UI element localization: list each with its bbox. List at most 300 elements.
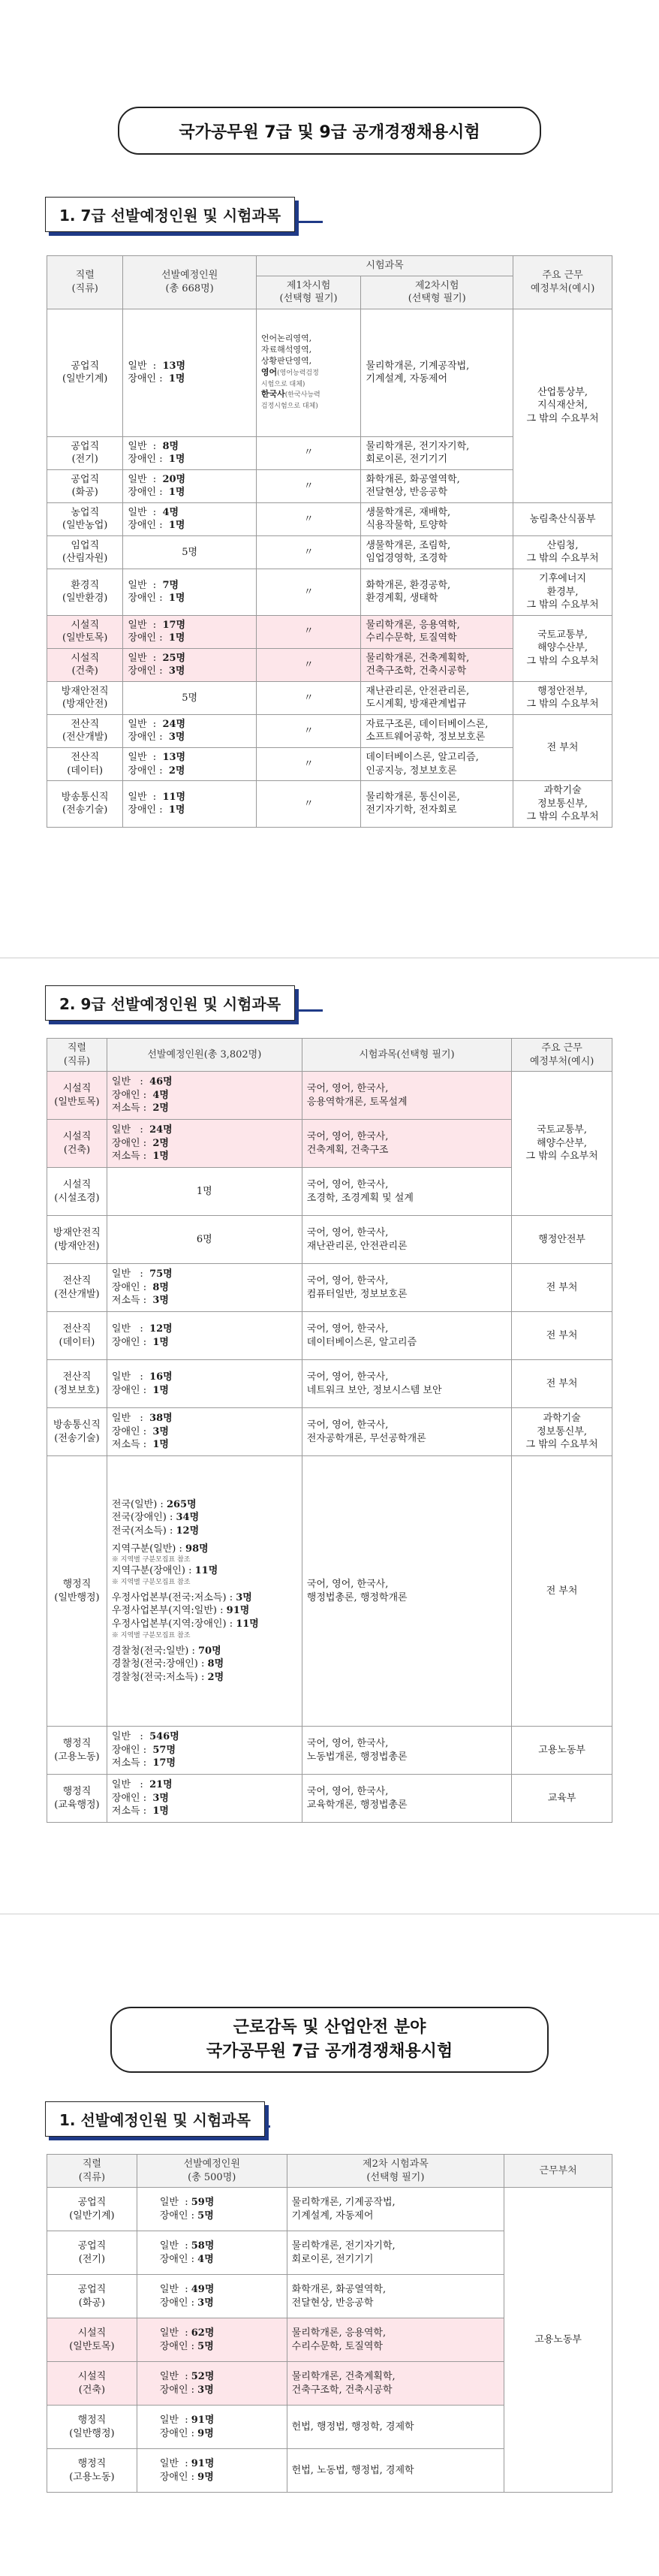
header-text: (선택형 필기) [366,2171,425,2183]
count-value: 75명 [149,1268,173,1280]
dept-cell [513,681,612,714]
count-cell: 일반 : 11명 장애인 : 1명 [123,781,256,828]
count-value: 265명 [166,1498,197,1510]
position-text: (일반환경) [62,593,108,605]
header-text: (선택형 필기) [279,293,338,305]
section-7grade [45,197,295,232]
subject-text: 물리학개론, 응용역학, [291,2327,387,2339]
subject-text: 자료구조론, 데이터베이스론, [366,718,489,730]
first-exam-cell [256,714,360,747]
count-value: 1명 [152,1151,169,1163]
table-row [47,1072,612,1120]
count-label: 장애인 [111,1792,140,1804]
subject-cell [287,2231,504,2275]
count-label: 장애인 [128,731,157,744]
dept-text: 정보통신부, [537,1425,588,1437]
note-text: ※ 지역별 구분모집표 참조 [111,1556,191,1564]
count-value: 91명 [191,2458,215,2470]
count-cell: 일반 : 12명 장애인 : 1명 [107,1312,302,1360]
second-exam-cell [361,309,513,436]
count-cell: 일반 : 4명 장애인 : 1명 [123,502,256,535]
position-text: 임업직 [71,539,100,551]
position-cell [47,535,123,569]
subject-text: 인공지능, 정보보호론 [366,765,457,777]
header-text: 시험과목 [366,260,404,271]
count-label: 장애인 [111,1744,140,1756]
table-row [47,1264,612,1312]
position-text: (산림자원) [62,553,108,565]
table-row [47,535,612,569]
dept-cell [513,714,612,780]
count-label: 일반 [128,506,147,518]
subject-text: 국어, 영어, 한국사, [306,1738,389,1750]
dept-text: 전 부처 [546,1281,578,1293]
count-label: 일반 [111,1371,131,1383]
subject-cell [302,1408,511,1456]
dept-text: 환경부, [546,586,579,598]
dept-text: 전 부처 [546,741,579,753]
subject-cell [302,1456,511,1727]
subject-text: 전기자기학, 전자회로 [366,804,457,816]
count-label: 장애인 [159,2471,188,2483]
dept-cell [513,535,612,569]
first-exam-cell [256,615,360,648]
count-label: 일반 [128,360,147,372]
count-label: 일반 [128,473,147,485]
dept-text: 그 밖의 수요부처 [526,698,599,710]
subject-cell [287,2318,504,2362]
subject-cell [302,1216,511,1264]
section-title: 1. 선발예정인원 및 시험과목 [45,2101,265,2137]
position-text: 행정직 [77,2415,107,2427]
second-exam-cell [361,502,513,535]
count-value: 21명 [149,1779,173,1791]
position-text: (방재안전) [54,1240,100,1252]
count-value: 59명 [191,2197,215,2209]
count-cell: 일반 : 17명 장애인 : 1명 [123,615,256,648]
section-title: 2. 9급 선발예정인원 및 시험과목 [45,985,295,1021]
table-labor [47,2154,612,2493]
count-label: 저소득 [111,1757,140,1769]
position-text: 방송통신직 [53,1419,101,1431]
position-cell [47,1456,107,1727]
position-cell [47,436,123,469]
header-text: (직류) [71,282,98,294]
count-label: 장애인 [159,2427,188,2439]
subject-text: 물리학개론, 응용역학, [366,619,460,631]
position-text: 행정직 [62,1579,92,1591]
subject-cell [287,2362,504,2406]
position-text: 전산직 [62,1275,92,1287]
count-label: 장애인 [128,373,157,385]
count-label: 경찰청(전국:저소득) [111,1671,198,1683]
count-value: 13명 [162,360,186,372]
position-text: (화공) [78,2297,106,2309]
dept-text: 정보통신부, [537,798,588,810]
position-text: 시설직 [77,2327,107,2339]
count-value: 20명 [162,473,186,485]
dept-cell [512,1456,612,1727]
subject-cell [287,2275,504,2318]
subject-text: 헌법, 행정법, 행정학, 경제학 [291,2421,414,2433]
dept-text: 그 밖의 수요부처 [526,811,599,823]
first-exam-cell [256,436,360,469]
count-label: 일반 [111,1076,131,1088]
count-label: 일반 [128,752,147,764]
position-cell [47,781,123,828]
count-value: 5명 [197,2210,214,2222]
count-value: 1명 [152,1384,169,1396]
table-row [47,569,612,616]
count-label: 장애인 [111,1336,140,1348]
subject-cell [287,2188,504,2231]
second-exam-cell [361,569,513,616]
count-cell: 일반 : 58명 장애인 : 4명 [137,2231,287,2275]
count-label: 저소득 [111,1102,140,1115]
position-text: 시설직 [62,1083,92,1095]
dept-text: 산업통상부, [537,386,588,398]
count-value: 3명 [152,1792,169,1804]
ditto-mark: 〃 [303,692,314,704]
subject-text: 수리수문학, 토질역학 [366,632,457,644]
count-cell: 일반 : 16명 장애인 : 1명 [107,1360,302,1408]
first-exam-cell [256,309,360,436]
subject-cell [302,1727,511,1775]
position-text: (전기) [78,2253,106,2265]
header-first [256,276,360,309]
subject-cell [287,2406,504,2449]
count-value: 46명 [149,1076,173,1088]
count-value: 5명 [197,2340,214,2352]
count-label: 장애인 [128,454,157,466]
header-dept [512,1039,612,1072]
subject-text: 국어, 영어, 한국사, [306,1227,389,1239]
count-cell: 일반 : 62명 장애인 : 5명 [137,2318,287,2362]
table-row [47,1216,612,1264]
position-text: 전산직 [62,1371,92,1383]
position-cell [47,2406,137,2449]
count-value: 24명 [162,718,186,730]
subject-text: 물리학개론, 건축계획학, [291,2371,396,2383]
header-text: 제1차시험 [286,279,331,291]
dept-cell [512,1264,612,1312]
position-text: 공업직 [77,2240,107,2252]
subject-text: 물리학개론, 기계공작법, [366,360,470,372]
subject-text: 건축구조학, 건축시공학 [366,665,467,677]
position-cell [47,309,123,436]
subject-text: 기계설계, 자동제어 [366,373,448,385]
subject-text: 환경계획, 생태학 [366,593,438,605]
header-text: 주요 근무 [542,270,583,282]
dept-text: 전 부처 [546,1377,578,1389]
subject-text: 전자공학개론, 무선공학개론 [306,1432,426,1444]
subject-text: 건축계획, 건축구조 [306,1144,389,1156]
second-exam-cell [361,781,513,828]
count-cell: 일반 : 52명 장애인 : 3명 [137,2362,287,2406]
dept-text: 국토교통부, [537,1124,588,1136]
dept-text: 해양수산부, [537,1137,588,1149]
count-label: 저소득 [111,1439,140,1451]
count-cell: 일반 : 13명 장애인 : 2명 [123,748,256,781]
dept-text: 행정안전부 [538,1233,585,1245]
dept-text: 기후에너지 [539,573,586,585]
subject-text: 물리학개론, 전기자기학, [366,440,470,452]
position-text: (일반기계) [62,373,108,385]
first-exam-cell [256,648,360,681]
position-cell [47,2231,137,2275]
position-text: (일반토목) [62,632,108,644]
count-value: 11명 [236,1618,259,1630]
subject-text: 국어, 영어, 한국사, [306,1419,389,1431]
first-exam-cell [256,469,360,502]
position-cell [47,1072,107,1120]
position-text: (교육행정) [54,1799,100,1811]
count-value: 17명 [152,1757,176,1769]
position-cell [47,1360,107,1408]
subject-text: 국어, 영어, 한국사, [306,1131,389,1143]
ditto-mark: 〃 [303,586,314,598]
header-dept [513,256,612,309]
count-value: 98명 [185,1543,209,1555]
position-text: (일반기계) [69,2210,115,2222]
dept-text: 그 밖의 수요부처 [526,553,599,565]
count-label: 일반 [159,2371,179,2383]
count-value: 58명 [191,2240,215,2252]
table-row [47,1775,612,1823]
position-text: 전산직 [71,752,100,764]
position-cell [47,2449,137,2493]
dept-text: 산림청, [546,539,579,551]
count-label: 장애인 [159,2340,188,2352]
second-exam-cell [361,535,513,569]
position-text: (건축) [63,1144,91,1156]
count-value: 91명 [226,1605,250,1617]
dept-text: 고용노동부 [534,2333,582,2345]
table-row [47,309,612,436]
count-value: 3명 [152,1425,169,1437]
count-value: 546명 [149,1731,179,1743]
count-cell: 일반 : 38명 장애인 : 3명 저소득 : 1명 [107,1408,302,1456]
count-label: 저소득 [111,1151,140,1163]
position-text: (화공) [71,487,98,499]
position-cell [47,615,123,648]
header-second [287,2155,504,2188]
subject-text: 재난관리론, 안전관리론, [366,685,470,697]
position-text: (건축) [71,665,98,677]
subject-text: 국어, 영어, 한국사, [306,1371,389,1383]
count-label: 일반 [111,1779,131,1791]
count-label: 경찰청(전국:일반) [111,1645,189,1657]
dept-cell [513,502,612,535]
count-value: 3명 [236,1591,252,1603]
count-label: 지역구분(일반) [111,1543,176,1555]
section-title: 1. 7급 선발예정인원 및 시험과목 [45,197,295,232]
note-text: ※ 지역별 구분모집표 참조 [111,1631,191,1639]
position-text: 시설직 [77,2371,107,2383]
first-exam-cell [256,569,360,616]
dept-text: 지식재산처, [537,400,588,412]
header-text: (직류) [78,2171,106,2183]
count-label: 장애인 [111,1425,140,1437]
position-text: 시설직 [62,1131,92,1143]
table-9grade [47,1038,612,1823]
count-value: 9명 [197,2427,214,2439]
count-label: 일반 [128,791,147,803]
dept-cell [513,781,612,828]
count-value: 12명 [149,1323,173,1335]
dept-text: 그 밖의 수요부처 [526,656,599,668]
section-9grade [45,985,295,1021]
count-value: 1명 [168,593,185,605]
position-cell [47,2275,137,2318]
table-header-row [47,256,612,276]
count-cell: 일반 : 20명 장애인 : 1명 [123,469,256,502]
ditto-mark: 〃 [303,513,314,525]
count-label: 장애인 [159,2253,188,2265]
subject-text: 국어, 영어, 한국사, [306,1786,389,1798]
dept-text: 전 부처 [546,1585,578,1597]
count-label: 일반 [128,652,147,664]
subject-text: 국어, 영어, 한국사, [306,1579,389,1591]
count-label: 일반 [159,2284,179,2296]
header-text: (총 668명) [165,282,214,294]
position-text: 방송통신직 [61,791,109,803]
note-text: (한국사능력 [284,391,320,400]
count-cell: 일반 : 46명 장애인 : 4명 저소득 : 2명 [107,1072,302,1120]
position-text: 시설직 [71,652,100,664]
count-value: 1명 [152,1805,169,1817]
count-value: 11명 [194,1565,218,1577]
dept-text: 행정안전부, [537,685,588,697]
header-text: 선발예정인원(총 3,802명) [147,1048,262,1060]
subject-text: 국어, 영어, 한국사, [306,1323,389,1335]
count-label: 일반 [159,2197,179,2209]
second-exam-cell [361,436,513,469]
subject-text: 수리수문학, 토질역학 [291,2340,383,2352]
count-value: 38명 [149,1413,173,1425]
header-text: 근무부처 [539,2164,577,2176]
subject-cell [302,1360,511,1408]
count-label: 일반 [111,1268,131,1280]
subject-text: 물리학개론, 전기자기학, [291,2240,396,2252]
table-row [47,1727,612,1775]
header-text: 시험과목(선택형 필기) [359,1048,455,1060]
header-text: (직류) [63,1055,91,1067]
position-cell [47,1727,107,1775]
count-value: 24명 [149,1124,173,1136]
table-header-row [47,2155,612,2188]
table-row [47,781,612,828]
count-value: 5명 [182,692,198,704]
header-position [47,256,123,309]
count-value: 1명 [168,520,185,532]
count-value: 3명 [197,2384,214,2396]
dept-cell [513,309,612,502]
dept-cell [512,1408,612,1456]
subject-text: 노동법개론, 행정법총론 [306,1751,408,1763]
dept-cell [512,1216,612,1264]
header-text: 예정부처(예시) [530,282,595,294]
subject-text: 국어, 영어, 한국사, [306,1083,389,1095]
count-value: 1명 [152,1336,169,1348]
count-value: 12명 [176,1525,200,1537]
position-text: 환경직 [71,579,100,591]
count-cell [107,1216,302,1264]
position-text: 공업직 [71,440,100,452]
header-text: 직렬 [82,2158,101,2170]
first-exam-cell [256,535,360,569]
subject-text: 전달현상, 반응공학 [291,2297,374,2309]
count-cell: 일반 : 13명 장애인 : 1명 [123,309,256,436]
header-second [361,276,513,309]
dept-text: 과학기술 [543,785,582,797]
table-row [47,1408,612,1456]
subject-text: 자료해석영역, [260,345,312,355]
subject-cell [302,1264,511,1312]
count-label: 장애인 [111,1089,140,1101]
dept-text: 과학기술 [543,1413,581,1425]
count-label: 일반 [111,1323,131,1335]
count-cell: 일반 : 49명 장애인 : 3명 [137,2275,287,2318]
count-value: 1명 [196,1185,212,1197]
subject-text: 화학개론, 화공열역학, [366,473,460,485]
subject-text: 컴퓨터일반, 정보보호론 [306,1288,408,1300]
count-label: 장애인 [128,487,157,499]
count-value: 34명 [176,1512,200,1524]
count-cell: 일반 : 24명 장애인 : 2명 저소득 : 1명 [107,1120,302,1168]
second-exam-cell [361,469,513,502]
position-text: 방재안전직 [53,1227,101,1239]
count-label: 장애인 [159,2297,188,2309]
subject-text: 국어, 영어, 한국사, [306,1179,389,1191]
count-value: 17명 [162,619,186,631]
header-count [107,1039,302,1072]
ditto-mark: 〃 [303,725,314,737]
count-label: 전국(장애인) [111,1512,167,1524]
position-text: (일반토목) [69,2340,115,2352]
count-label: 장애인 [111,1281,140,1293]
subject-text: 교육학개론, 행정법총론 [306,1799,408,1811]
position-text: (일반토목) [54,1096,100,1108]
position-text: (고용노동) [69,2471,115,2483]
count-value: 3명 [152,1295,169,1307]
count-label: 장애인 [128,665,157,677]
subject-text: 생물학개론, 재배학, [366,506,451,518]
position-text: 행정직 [77,2458,107,2470]
first-exam-cell [256,502,360,535]
header-text: 선발예정인원 [161,270,218,282]
subject-text: 도시계획, 방재관계법규 [366,698,467,710]
count-label: 장애인 [159,2384,188,2396]
count-value: 4명 [197,2253,214,2265]
subject-text: 소프트웨어공학, 정보보호론 [366,731,486,744]
position-cell [47,1168,107,1216]
position-text: 시설직 [71,619,100,631]
subject-text: 화학개론, 환경공학, [366,579,451,591]
header-text: 예정부처(예시) [529,1055,594,1067]
count-label: 일반 [128,579,147,591]
count-label: 전국(일반) [111,1498,158,1510]
count-label: 우정사업본부(전국:저소득) [111,1591,227,1603]
count-cell: 일반 : 75명 장애인 : 8명 저소득 : 3명 [107,1264,302,1312]
subject-text: 응용역학개론, 토목설계 [306,1096,408,1108]
first-exam-cell [256,781,360,828]
header-dept [504,2155,612,2188]
header-position [47,1039,107,1072]
count-label: 장애인 [128,632,157,644]
count-value: 49명 [191,2284,215,2296]
position-text: 방재안전직 [61,685,109,697]
